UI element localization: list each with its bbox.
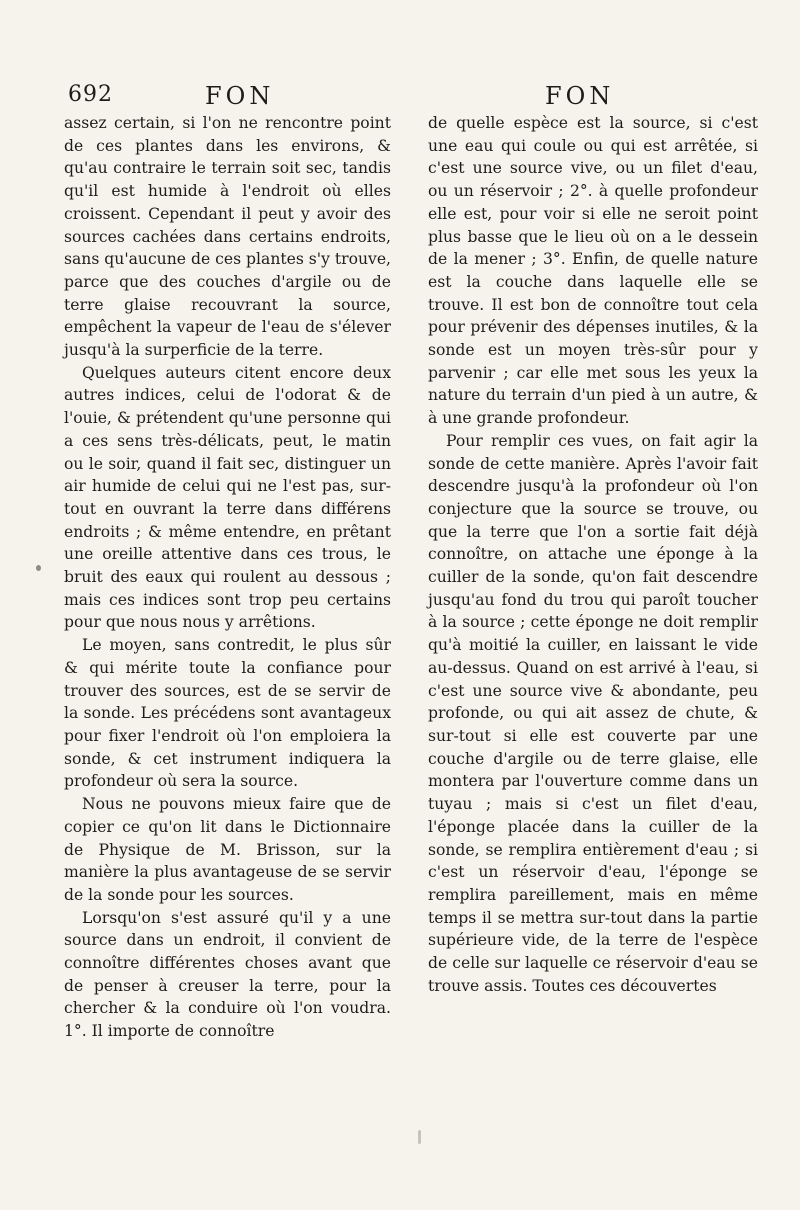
left-paragraph-1: assez certain, si l'on ne rencontre point de ces plantes dans les environs, & qu'au contraire le terrain soit sec, tandis qu'il est humide à l'endroit où elles croissent. Cependant il peut y avoir des sources cachées dans certains endroits, sans qu'aucune de ces plantes s'y trouve, parce que des couches d'argile ou de terre glaise recouvrant la source, empêchent la vapeur de l'eau de s'élever jusqu'à la surperficie de la terre. — [64, 114, 392, 360]
left-paragraph-2: Quelques auteurs citent encore deux autres indices, celui de l'odorat & de l'ouie, & prétendent qu'une personne qui a ces sens très-délicats, peut, le matin ou le soir, quand il fait sec, distinguer un air humide de celui qui ne l'est pas, sur-tout en ouvrant la terre dans différens endroits ; & même entendre, en prêtant une oreille attentive dans ces trous, le bruit des eaux qui roulent au dessous ; mais ces indices sont trop peu certains pour que nous nous y arrêtions. — [64, 363, 391, 632]
running-head-left: FON — [205, 82, 275, 110]
page-number: 692 — [68, 82, 113, 107]
right-paragraph-1: de quelle espèce est la source, si c'est une eau qui coule ou qui est arrêtée, si c'est une source vive, ou un filet d'eau, ou un réservoir ; 2°. à quelle profondeur elle est, pour voir si elle ne seroit point plus basse que le lieu où on a le dessein de la mener ; 3°. Enfin, de quelle nature est la couche dans laquelle elle se trouve. Il est bon de connoître tout cela pour prévenir des dépenses inutiles, & la sonde est un moyen très-sûr pour y parvenir ; car elle met sous les yeux la nature du terrain d'un pied à un autre, & à une grande profondeur. — [428, 114, 758, 428]
right-column — [428, 112, 758, 997]
ink-speck — [36, 565, 41, 571]
left-paragraph-3: Le moyen, sans contredit, le plus sûr & qui mérite toute la confiance pour trouver des sources, est de se servir de la sonde. Les précédens sont avantageux pour fixer l'endroit où l'on emploiera la sonde, & cet instrument indiquera la profondeur où sera la source. — [64, 636, 391, 791]
right-paragraph-2: Pour remplir ces vues, on fait agir la sonde de cette manière. Après l'avoir fait descendre jusqu'à la profondeur où l'on conjecture que la source se trouve, ou que la terre que l'on a sortie fait déjà connoître, on attache une éponge à la cuiller de la sonde, qu'on fait descendre jusqu'au fond du trou qui paroît toucher à la source ; cette éponge ne doit remplir qu'à moitié la cuiller, en laissant le vide au-dessus. Quand on est arrivé à l'eau, si c'est une source vive & abondante, peu profonde, ou qui ait assez de chute, & sur-tout si elle est couverte par une couche d'argile ou de terre glaise, elle montera par l'ouverture comme dans un tuyau ; mais si c'est un filet d'eau, l'éponge placée dans la cuiller de la sonde, se remplira entièrement d'eau ; si c'est un réservoir d'eau, l'éponge se remplira pareillement, mais en même temps il se mettra sur-tout dans la partie supérieure vide, de la terre de l'espèce de celle sur laquelle ce réservoir d'eau se trouve assis. Toutes ces découvertes — [428, 431, 758, 995]
running-head-right: FON — [545, 82, 615, 110]
ink-speck — [418, 1130, 421, 1144]
left-paragraph-4: Nous ne pouvons mieux faire que de copier ce qu'on lit dans le Dictionnaire de Physique de M. Brisson, sur la manière la plus avantageuse de se servir de la sonde pour les sources. — [64, 795, 391, 904]
left-column — [64, 112, 391, 1043]
left-paragraph-5: Lorsqu'on s'est assuré qu'il y a une source dans un endroit, il convient de connoître différentes choses avant que de penser à creuser la terre, pour la chercher & la conduire où l'on voudra. 1°. Il importe de connoître — [64, 908, 391, 1041]
